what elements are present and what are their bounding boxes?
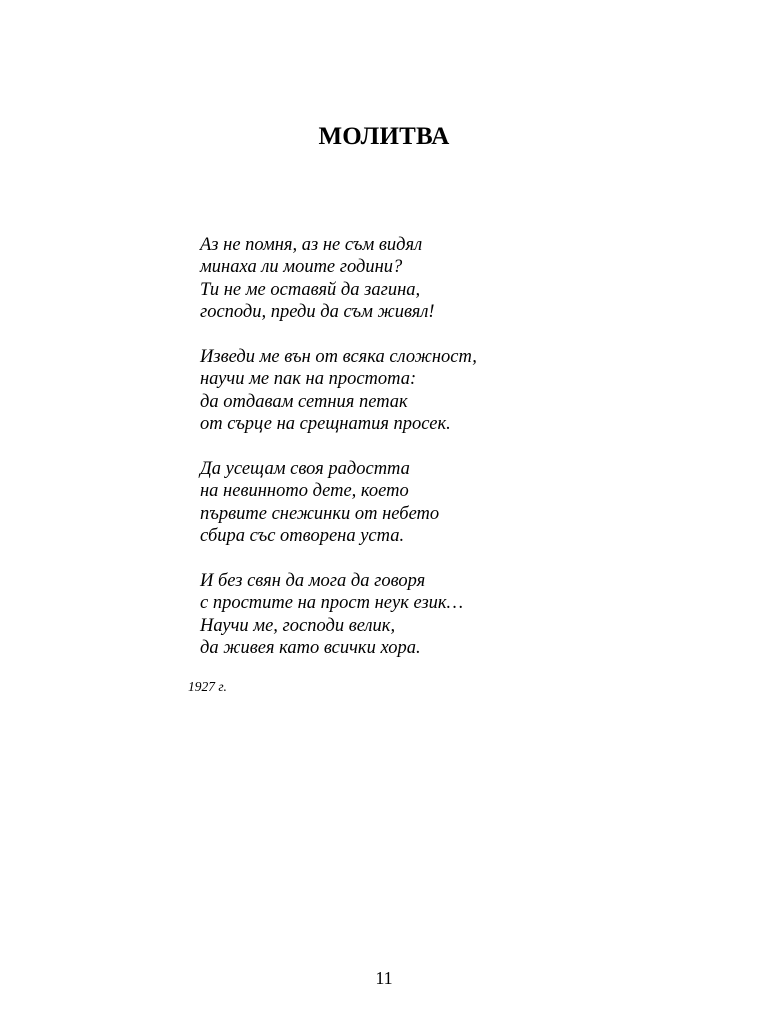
verse-line: да отдавам сетния петак: [200, 391, 408, 412]
verse-line: Научи ме, господи велик,: [200, 615, 396, 636]
poem-title: МОЛИТВА: [318, 123, 450, 150]
verse-line: от сърце на срещнатия просек.: [200, 414, 451, 435]
verse-line: господи, преди да съм живял!: [200, 302, 435, 323]
page-number: 11: [375, 968, 393, 988]
verse-line: минаха ли моите години?: [200, 257, 403, 278]
verse-line: И без свян да мога да говоря: [200, 571, 426, 592]
verse-line: научи ме пак на простота:: [200, 369, 417, 390]
verse-line: първите снежинки от небето: [200, 503, 440, 524]
verse-line: Ти не ме оставяй да загина,: [200, 279, 421, 300]
verse-line: Да усещам своя радостта: [200, 459, 410, 480]
verse-line: Изведи ме вън от всяка сложност,: [200, 347, 477, 368]
verse-line: с простите на прост неук език…: [200, 593, 464, 614]
verse-line: Аз не помня, аз не съм видял: [200, 235, 423, 255]
verse-line: сбира със отворена уста.: [200, 526, 405, 547]
stanza-3: [200, 458, 620, 548]
poem-body: [200, 234, 620, 660]
verse-line: на невинното дете, което: [200, 481, 409, 502]
stanza-1: [200, 234, 620, 324]
verse-line: да живея като всички хора.: [200, 638, 421, 659]
poem-date: 1927 г.: [188, 679, 227, 694]
stanza-4: [200, 570, 620, 660]
stanza-2: [200, 346, 620, 436]
